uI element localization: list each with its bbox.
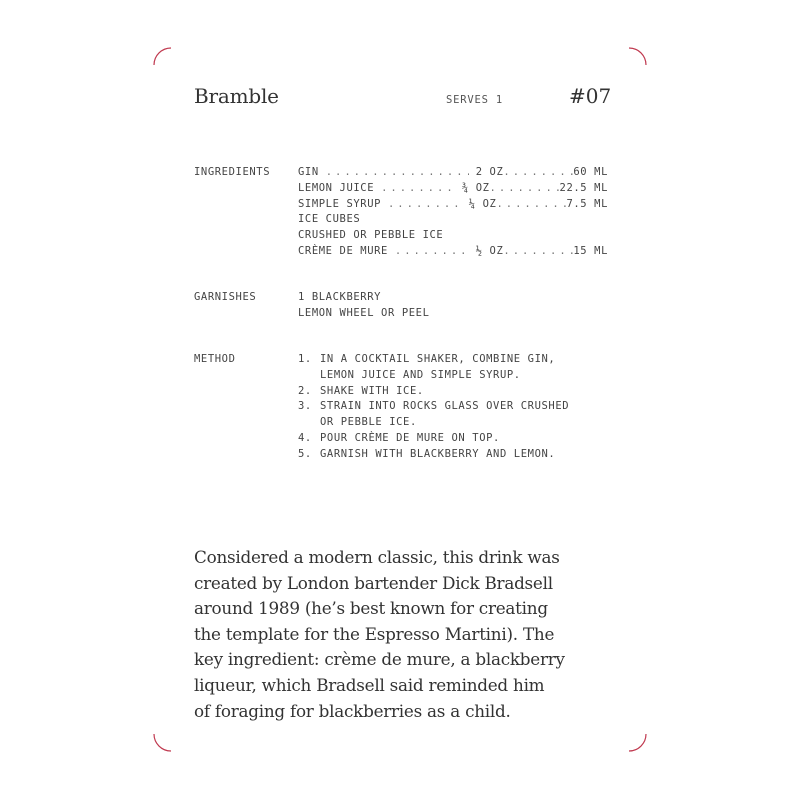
description-paragraph xyxy=(194,545,614,724)
ingredient-name: GIN xyxy=(298,166,326,178)
step-number: 4. xyxy=(298,431,312,444)
dot-leader xyxy=(388,197,462,213)
description-line: the template for the Espresso Martini). The xyxy=(194,623,555,644)
method-step xyxy=(298,399,618,415)
step-text: GARNISH WITH BLACKBERRY AND LEMON. xyxy=(320,447,556,460)
garnishes-list xyxy=(298,290,430,322)
garnishes-label: GARNISHES xyxy=(194,291,257,303)
ingredient-oz: ¾ OZ xyxy=(454,181,490,194)
ingredients-list xyxy=(298,165,608,260)
step-text: SHAKE WITH ICE. xyxy=(320,384,424,397)
ingredient-ml: 22.5 ML xyxy=(559,181,608,194)
ingredient-name: LEMON JUICE xyxy=(298,181,382,194)
method-step xyxy=(298,415,618,431)
description-line: around 1989 (he’s best known for creating xyxy=(194,598,548,619)
dot-leader xyxy=(503,244,573,260)
step-number xyxy=(298,368,320,384)
ingredient-oz: ¼ OZ xyxy=(461,197,497,210)
method-step xyxy=(298,447,618,463)
ingredient-name: CRUSHED OR PEBBLE ICE xyxy=(298,229,444,242)
ingredients-label: INGREDIENTS xyxy=(194,166,271,178)
method-list xyxy=(298,352,618,463)
dot-leader xyxy=(381,181,455,197)
ingredient-row xyxy=(298,165,608,181)
corner-mark-top-left xyxy=(153,47,177,71)
step-number: 3. xyxy=(298,400,312,413)
step-text: POUR CRÈME DE MURE ON TOP. xyxy=(320,431,500,444)
ingredient-row xyxy=(298,197,608,213)
corner-mark-bottom-left xyxy=(153,728,177,752)
garnish-item: 1 BLACKBERRY xyxy=(298,291,382,303)
ingredient-oz: 2 OZ xyxy=(468,166,504,178)
method-step xyxy=(298,384,618,400)
garnish-item: LEMON WHEEL OR PEEL xyxy=(298,306,430,319)
serves-label: SERVES 1 xyxy=(446,94,503,106)
step-number: 5. xyxy=(298,447,312,460)
dot-leader xyxy=(496,197,566,213)
ingredient-row xyxy=(298,212,608,228)
ingredient-name: ICE CUBES xyxy=(298,213,361,226)
method-step xyxy=(298,431,618,447)
method-step xyxy=(298,368,618,384)
ingredient-ml: 15 ML xyxy=(573,244,608,257)
step-text: STRAIN INTO ROCKS GLASS OVER CRUSHED xyxy=(320,400,570,413)
step-text: LEMON JUICE AND SIMPLE SYRUP. xyxy=(320,368,521,381)
recipe-number: #07 xyxy=(569,84,612,108)
description-line: created by London bartender Dick Bradsell xyxy=(194,572,553,593)
step-number: 1. xyxy=(298,353,312,365)
ingredient-name: CRÈME DE MURE xyxy=(298,244,395,257)
dot-leader xyxy=(326,165,469,181)
step-text: IN A COCKTAIL SHAKER, COMBINE GIN, xyxy=(320,353,556,365)
step-number xyxy=(298,415,320,431)
ingredient-row xyxy=(298,181,608,197)
description-line: Considered a modern classic, this drink was xyxy=(194,547,560,567)
dot-leader xyxy=(503,165,573,181)
corner-mark-top-right xyxy=(623,47,647,71)
corner-mark-bottom-right xyxy=(623,728,647,752)
step-text: OR PEBBLE ICE. xyxy=(320,416,417,429)
recipe-title: Bramble xyxy=(194,84,279,108)
ingredient-row xyxy=(298,244,608,260)
description-line: of foraging for blackberries as a child. xyxy=(194,700,511,721)
dot-leader xyxy=(395,244,469,260)
ingredient-oz: ½ OZ xyxy=(468,244,504,257)
ingredient-ml: 7.5 ML xyxy=(566,197,608,210)
ingredient-name: SIMPLE SYRUP xyxy=(298,197,388,210)
description-line: key ingredient: crème de mure, a blackberry xyxy=(194,649,565,670)
ingredient-row xyxy=(298,228,608,244)
method-label: METHOD xyxy=(194,353,236,365)
step-number: 2. xyxy=(298,384,312,397)
ingredient-ml: 60 ML xyxy=(573,166,608,178)
description-line: liqueur, which Bradsell said reminded him xyxy=(194,674,545,695)
method-step xyxy=(298,352,618,368)
dot-leader xyxy=(490,181,560,197)
